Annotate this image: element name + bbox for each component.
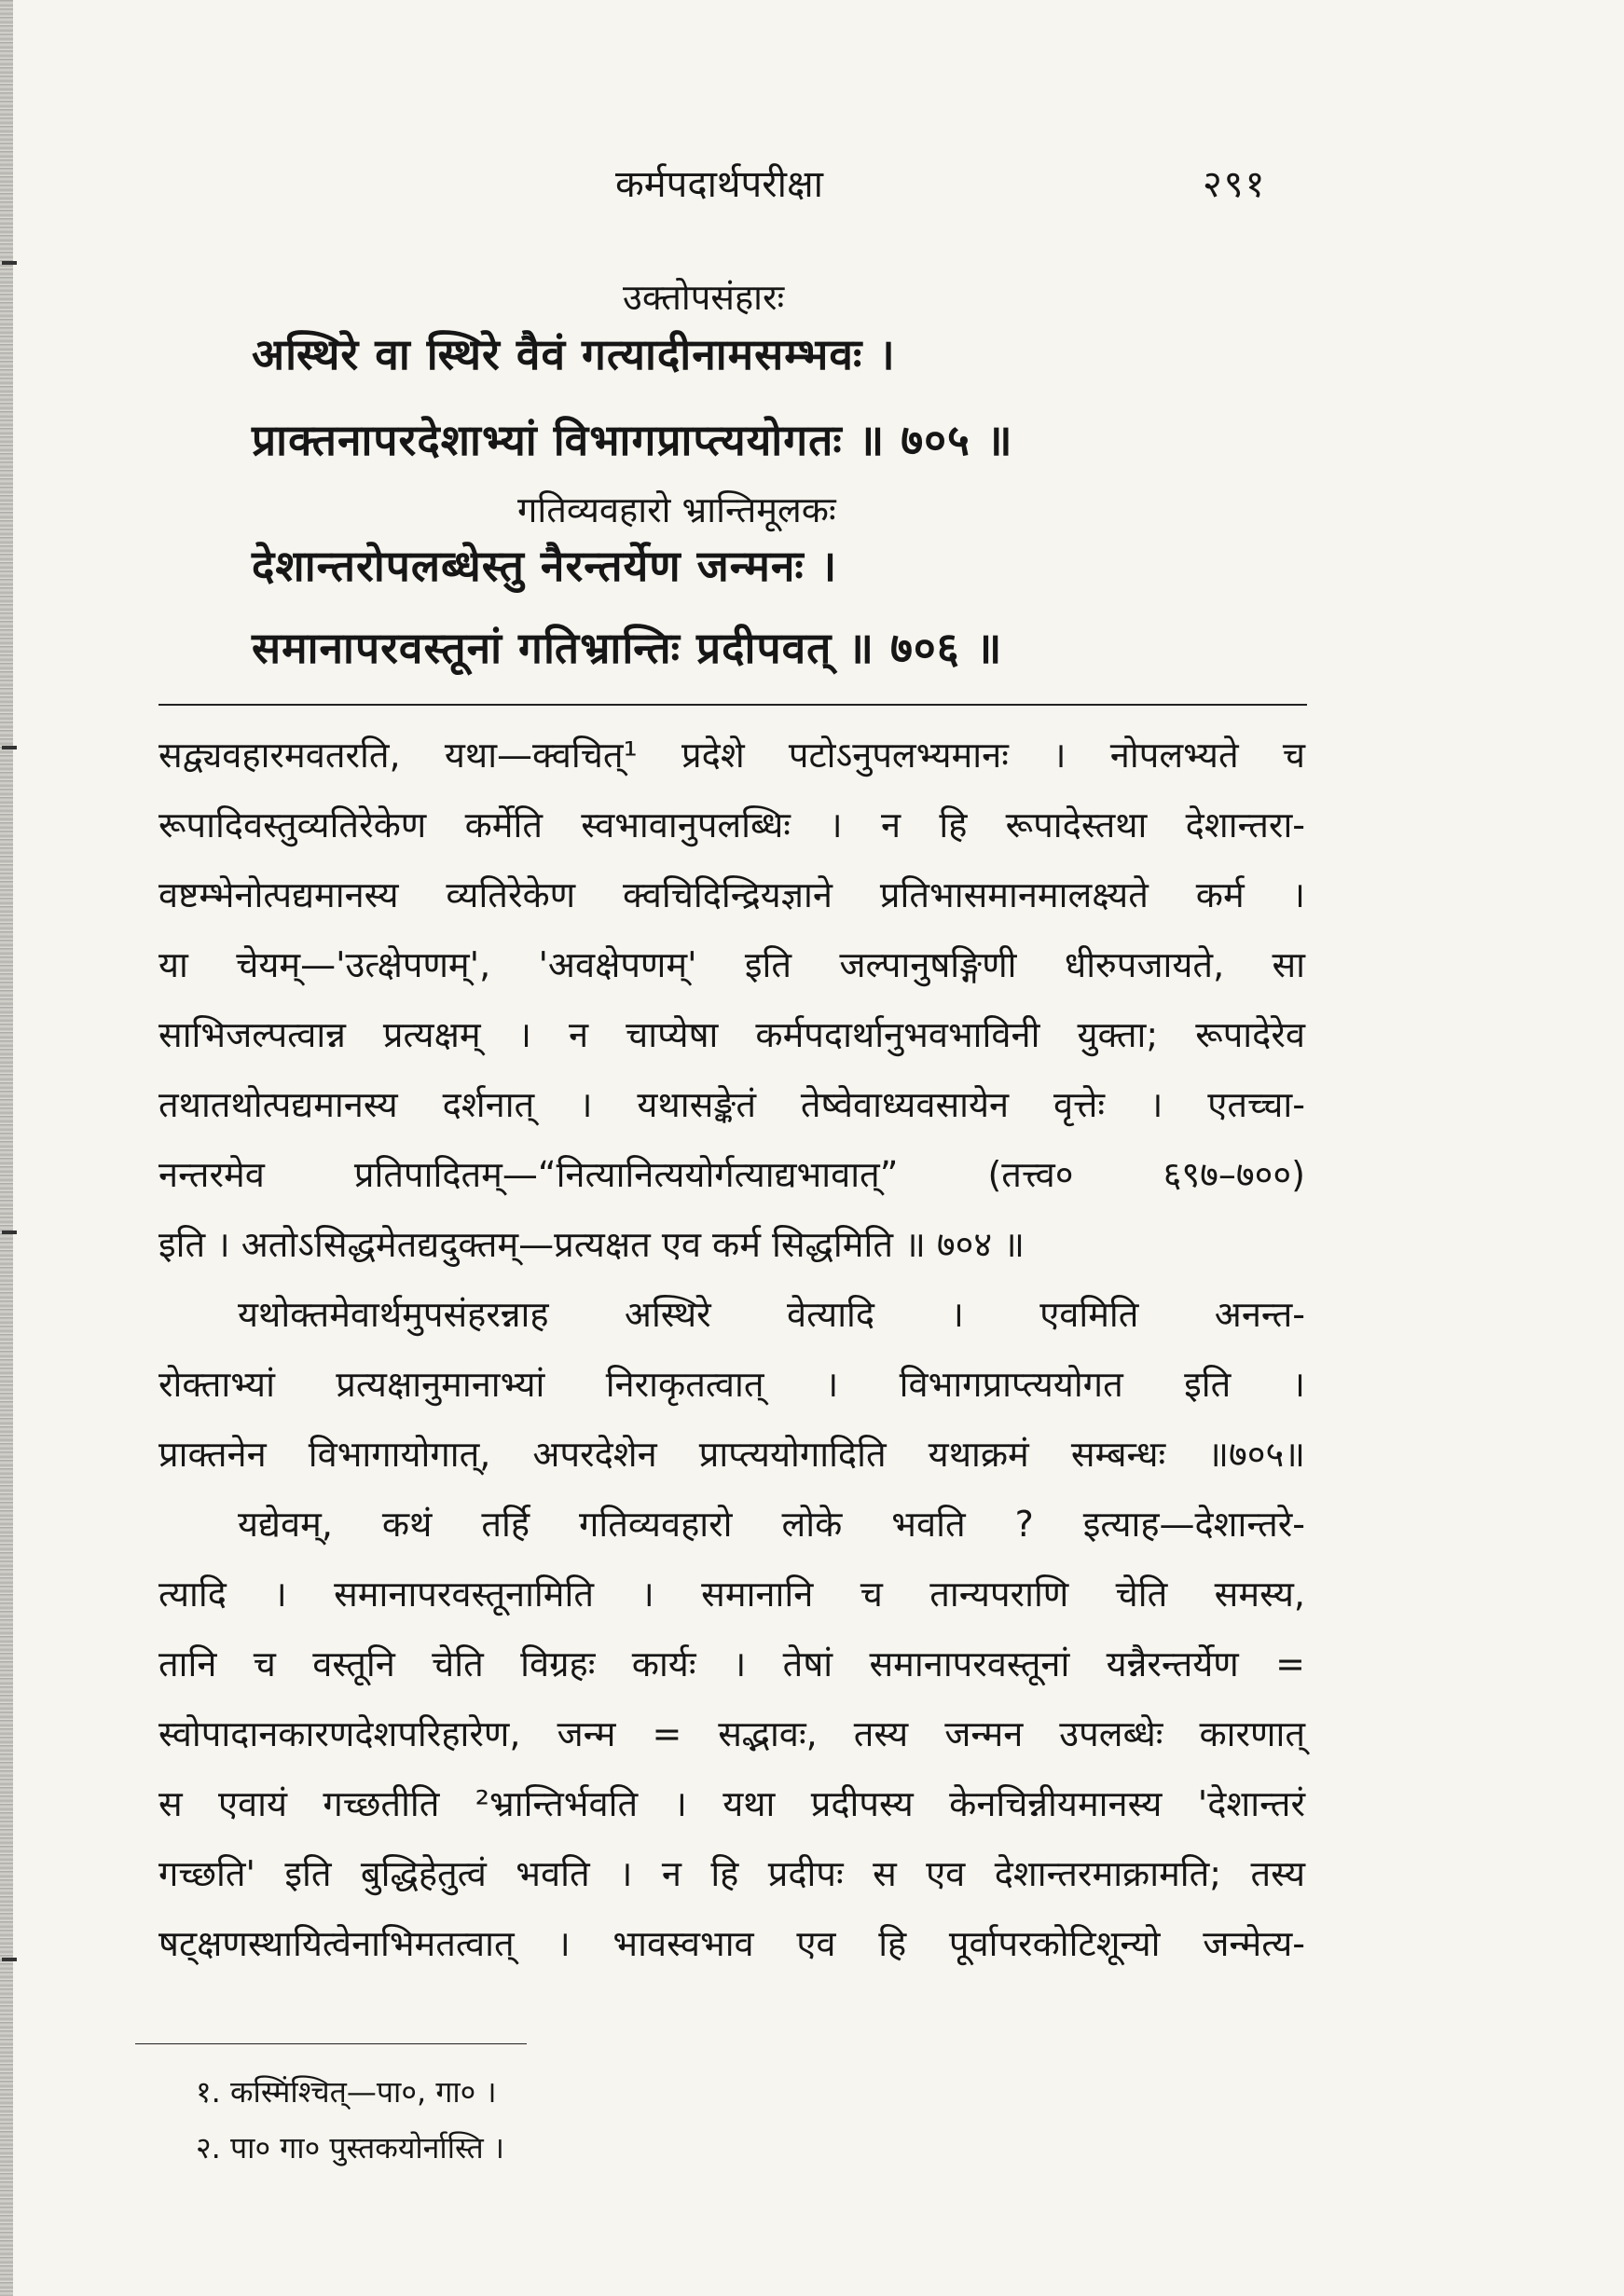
commentary-line: षट्क्षणस्थायित्वेनाभिमतत्वात् । भावस्वभाव एव हि पूर्वापरकोटिशून्यो जन्मेत्य- — [158, 1923, 1305, 1964]
commentary-line: स्वोपादानकारणदेशपरिहारेण, जन्म = सद्भावः, तस्य जन्मन उपलब्धेः कारणात् — [158, 1713, 1305, 1754]
commentary-line: सद्व्यवहारमवतरति, यथा—क्वचित्¹ प्रदेशे पटोऽनुपलभ्यमानः । नोपलभ्यते च — [158, 735, 1305, 776]
footnote-separator-rule — [135, 2043, 527, 2044]
commentary-line: यथोक्तमेवार्थमुपसंहरन्नाह अस्थिरे वेत्यादि । एवमिति अनन्त- — [238, 1294, 1305, 1335]
commentary-line: इति । अतोऽसिद्धमेतद्यदुक्तम्—प्रत्यक्षत एव कर्म सिद्धमिति ॥ ७०४ ॥ — [158, 1224, 1025, 1265]
commentary-line: प्राक्तनेन विभागायोगात्, अपरदेशेन प्राप्त्ययोगादिति यथाक्रमं सम्बन्धः ॥७०५॥ — [158, 1434, 1305, 1475]
verse-line: प्राक्तनापरदेशाभ्यां विभागप्राप्त्ययोगतः ॥ ७०५ ॥ — [252, 415, 1013, 465]
binding-mark — [2, 746, 17, 749]
commentary-line: या चेयम्—'उत्क्षेपणम्', 'अवक्षेपणम्' इति जल्पानुषङ्गिणी धीरुपजायते, सा — [158, 944, 1305, 985]
verse-heading: गतिव्यवहारो भ्रान्तिमूलकः — [517, 489, 836, 530]
commentary-line: गच्छति' इति बुद्धिहेतुत्वं भवति । न हि प्रदीपः स एव देशान्तरमाक्रामति; तस्य — [158, 1853, 1305, 1894]
verse-line: देशान्तरोपलब्धेस्तु नैरन्तर्येण जन्मनः । — [252, 541, 838, 591]
binding-mark — [2, 1230, 17, 1234]
verse-line: अस्थिरे वा स्थिरे वैवं गत्यादीनामसम्भवः । — [252, 329, 896, 379]
running-title: कर्मपदार्थपरीक्षा — [615, 163, 823, 206]
commentary-line: त्यादि । समानापरवस्तूनामिति । समानानि च तान्यपराणि चेति समस्य, — [158, 1574, 1305, 1615]
commentary-line: वष्टम्भेनोत्पद्यमानस्य व्यतिरेकेण क्वचिदिन्द्रियज्ञाने प्रतिभासमानमालक्ष्यते कर्म । — [158, 874, 1305, 915]
footnote: १. कस्मिंश्चित्—पा०, गा० । — [196, 2074, 497, 2110]
binding-mark — [2, 1958, 17, 1961]
verse-line: समानापरवस्तूनां गतिभ्रान्तिः प्रदीपवत् ॥ ७०६ ॥ — [252, 623, 1003, 673]
commentary-line: तानि च वस्तूनि चेति विग्रहः कार्यः । तेषां समानापरवस्तूनां यन्नैरन्तर्येण = — [158, 1643, 1305, 1684]
book-binding-edge — [0, 0, 13, 2296]
commentary-line: नन्तरमेव प्रतिपादितम्—“नित्यानित्ययोर्गत्याद्यभावात्” (तत्त्व० ६९७–७००) — [158, 1154, 1305, 1195]
commentary-line: स एवायं गच्छतीति ²भ्रान्तिर्भवति । यथा प्रदीपस्य केनचिन्नीयमानस्य 'देशान्तरं — [158, 1783, 1305, 1824]
page-number: २९१ — [1203, 163, 1267, 206]
binding-mark — [2, 261, 17, 265]
commentary-line: रोक्ताभ्यां प्रत्यक्षानुमानाभ्यां निराकृतत्वात् । विभागप्राप्त्ययोगत इति । — [158, 1364, 1305, 1405]
footnote: २. पा० गा० पुस्तकयोर्नास्ति । — [196, 2130, 504, 2165]
commentary-line: साभिजल्पत्वान्न प्रत्यक्षम् । न चाप्येषा कर्मपदार्थानुभवभाविनी युक्ता; रूपादेरेव — [158, 1014, 1305, 1055]
commentary-line: रूपादिवस्तुव्यतिरेकेण कर्मेति स्वभावानुपलब्धिः । न हि रूपादेस्तथा देशान्तरा- — [158, 804, 1305, 846]
verse-separator-rule — [158, 704, 1307, 706]
commentary-line: यद्येवम्, कथं तर्हि गतिव्यवहारो लोके भवति ? इत्याह—देशान्तरे- — [238, 1504, 1305, 1545]
verse-heading: उक्तोपसंहारः — [623, 277, 785, 318]
commentary-line: तथातथोत्पद्यमानस्य दर्शनात् । यथासङ्केतं तेष्वेवाध्यवसायेन वृत्तेः । एतच्चा- — [158, 1084, 1305, 1125]
